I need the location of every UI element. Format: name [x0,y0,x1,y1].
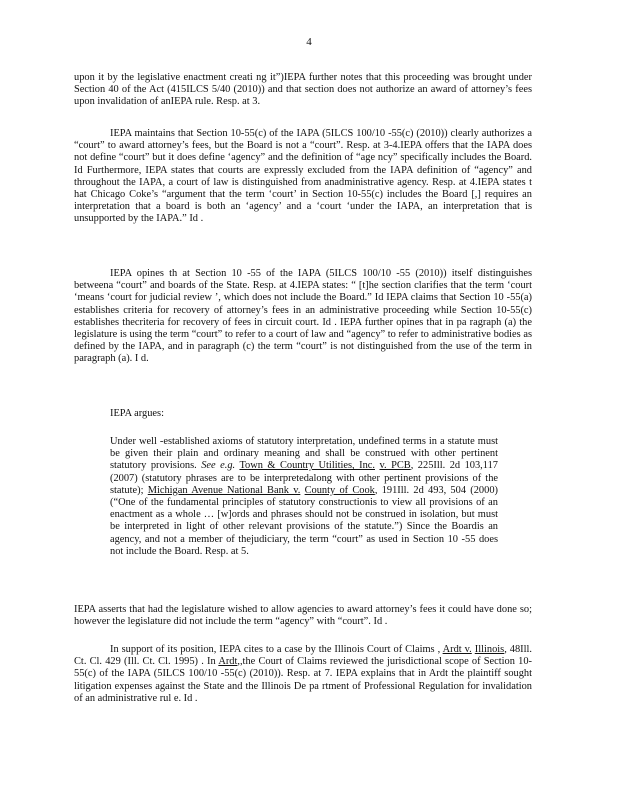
case-citation-ardt-b: Illinois [474,644,505,655]
paragraph-4: IEPA argues: [110,408,164,419]
paragraph-last [74,644,532,705]
case-citation-ardt-short: Ardt [218,656,238,668]
paragraph-3: IEPA opines th at Section 10 -55 of the IAPA (5ILCS 100/10 -55 (2010)) itself distinguishes betweena “court” and boards of the State. Resp. at 4.IEPA states: “ [t]he section clarifies that the term ‘court ‘means ‘court for judicial review ’, which does not include the Board.” Id IEPA claims that Section 10 -55(a) establishes criteria for recovery of attorney’s fees in an administrative proceeding while Section 10-55(c) establishes thecriteria for recovery of fees in circuit court. Id . IEPA further opines that in pa ragraph (a) the legislature is using the term “court” to refer to a court of law and “agency” to refer to administrative bodies as defined by the IAPA, and in paragraph (c) the term “court” is not distinguished from the use of the term in paragraph (a). I d. [74,268,532,365]
last-text-2: , 48Ill. Ct. Cl. 429 (Ill. Ct. Cl. 1995) . In [74,644,533,668]
page-number: 4 [306,36,312,48]
case-citation-michigan-b: County of Cook [304,484,375,496]
case-citation-town-country-b: v. PCB [379,460,411,472]
paragraph-1: upon it by the legislative enactment creati ng it”)IEPA further notes that this proceeding was brought under Section 40 of the Act (415ILCS 5/40 (2010)) and that section does not authorize an award of attorney’s fees upon invalidation of anIEPA rule. Resp. at 3. [74,72,532,108]
case-citation-michigan: Michigan Avenue National Bank v. [147,484,301,496]
case-citation-town-country: Town & Country Utilities, Inc. [239,460,375,472]
paragraph-after-quote: IEPA asserts that had the legislature wished to allow agencies to award attorney’s fees it could have done so; however the legislature did not include the term “agency” with “court”. Id . [74,604,532,628]
last-text-1: In support of its position, IEPA cites to a case by the Illinois Court of Claims , [110,644,441,655]
quote-see: See e.g. [201,460,236,472]
quote-text-3: , 191Ill. 2d 493, 504 (2000) (“One of the fundamental principles of statutory constructionis to view all provisions of an enactment as a whole … [w]ords and phrases should not be construed in isolation, but must be interpreted in light of other relevant provisions of the statute.”) Since the Boardis an agency, and not a member of thejudiciary, the term “court” as used in Section 10 -55 does not include the Board. Resp. at 5. [110,484,498,557]
paragraph-2: IEPA maintains that Section 10-55(c) of the IAPA (5ILCS 100/10 -55(c) (2010)) clearly authorizes a “court” to award attorney’s fees, but the Board is not a “court”. Resp. at 3-4.IEPA offers that the IAPA does not define “court” but it does define ‘agency” and the definition of “age ncy” specifically includes the Board. Id Furthermore, IEPA states that courts are expressly excluded from the IAPA definition of “agency” and throughout the IAPA, a court of law is distinguished from anadministrative agency. Resp. at 4.IEPA states t hat Chicago Coke’s “argument that the term ‘court’ in Section 10-55(c) includes the Board [,] requires an interpretation that a board is both an ‘agency’ and a ‘court ‘under the IAPA, an interpretation that is unsupported by the IAPA.” Id . [74,128,532,225]
block-quote [110,436,498,558]
quote-text-1: Under well -established axioms of statutory interpretation, undefined terms in a statute must be given their plain and ordinary meaning and shall be construed with other pertinent statutory provisions. [110,436,498,472]
last-text-3: ,,the Court of Claims reviewed the jurisdictional scope of Section 10-55(c) of the IAPA (5ILCS 100/10 -55(c) (2010)). Resp. at 7. IEPA explains that in Ardt the plaintiff sought litigation expenses against the State and the Illinois De pa rtment of Professional Regulation for invalidation of an administrative rul e. Id . [74,656,532,704]
quote-text-2: , 225Ill. 2d 103,117 (2007) (statutory phrases are to be interpretedalong with other pertinent provisions of the statute); [110,460,498,496]
case-citation-ardt: Ardt v. [442,644,472,655]
